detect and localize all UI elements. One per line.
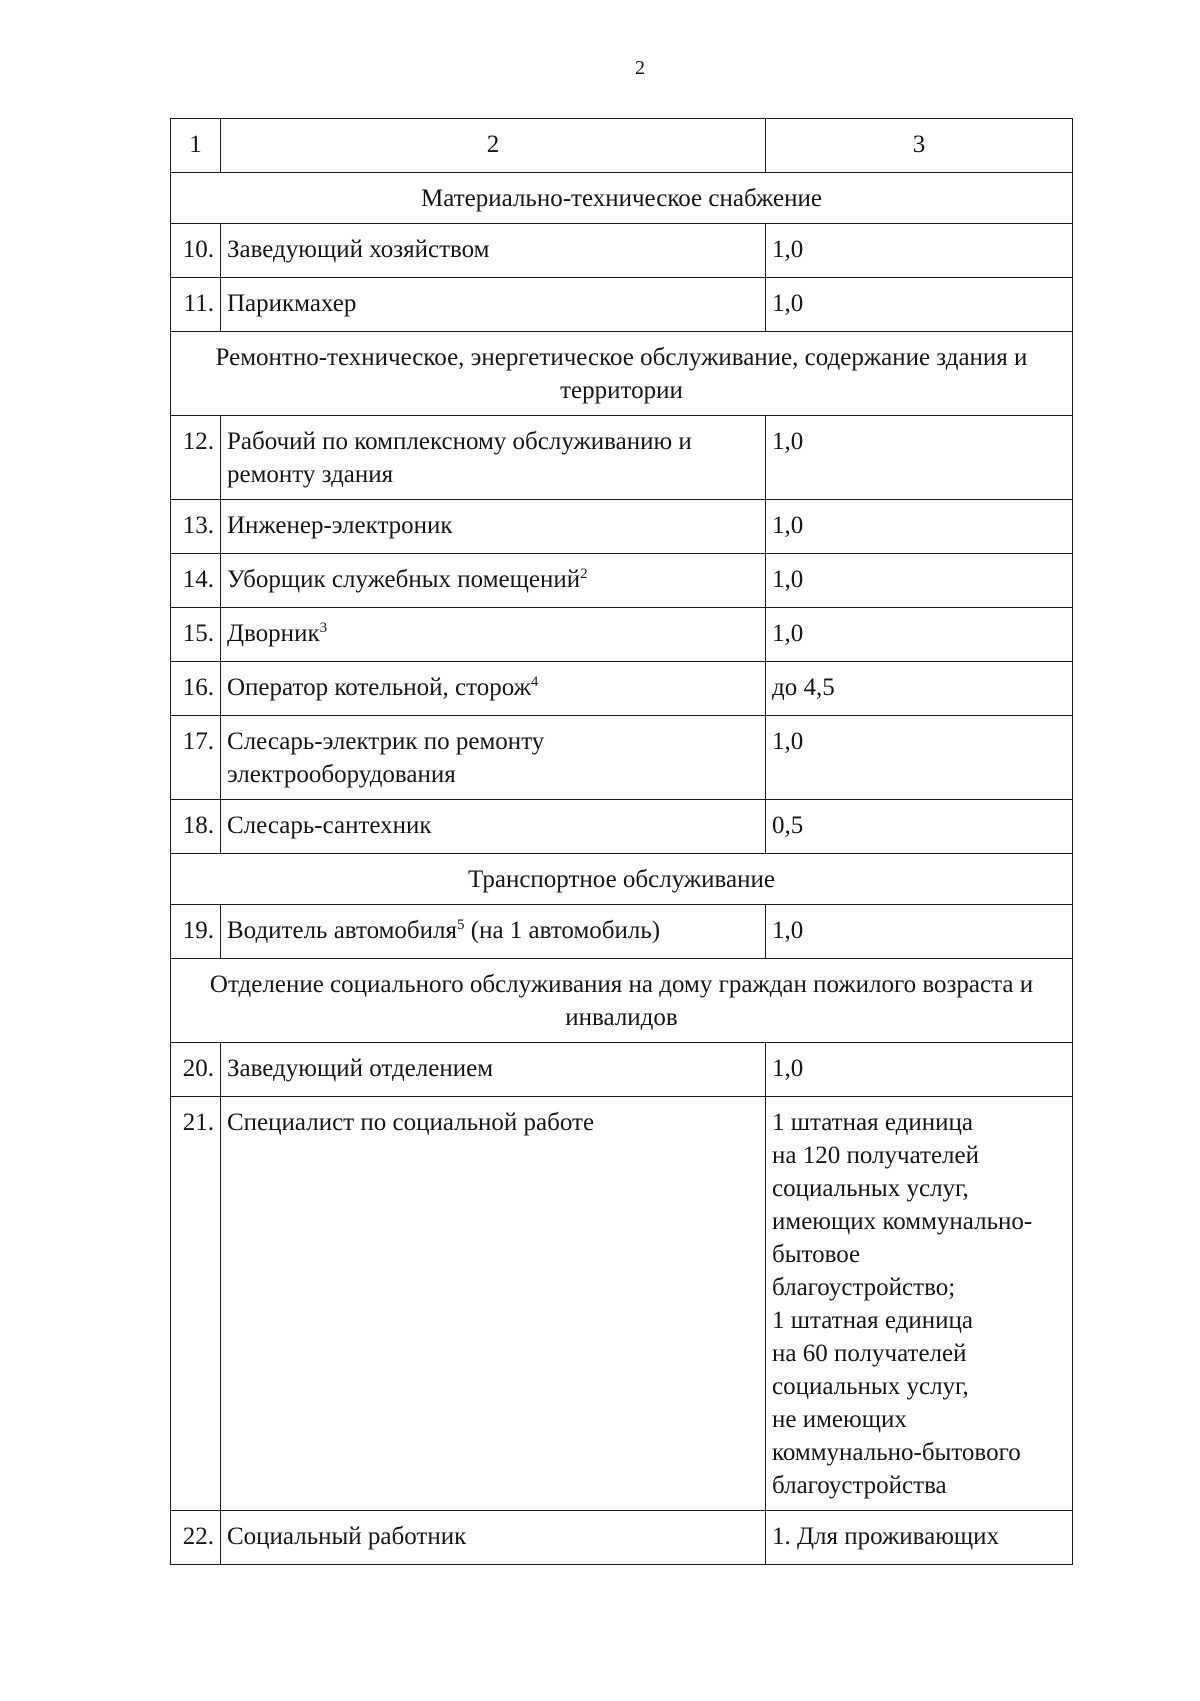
footnote-marker: 5 [457,917,465,933]
value-line: бытовое [772,1241,861,1268]
staff-units-value: 1,0 [766,278,1073,332]
table-row [171,1097,1073,1511]
section-row-transport [171,854,1073,905]
table-row [171,716,1073,800]
row-number: 11. [171,278,221,332]
section-title-repair: Ремонтно-техническое, энергетическое обслуживание, содержание здания и территории [171,332,1073,416]
row-number: 17. [171,716,221,800]
table-header-row [171,119,1073,173]
row-number: 13. [171,500,221,554]
table-row [171,500,1073,554]
staff-units-value: 0,5 [766,800,1073,854]
table-row [171,416,1073,500]
position-name-cell [221,554,766,608]
row-number: 20. [171,1043,221,1097]
footnote-marker: 4 [530,674,539,690]
position-name: Специалист по социальной работе [221,1097,766,1511]
table-row [171,662,1073,716]
page-number: 2 [635,57,645,79]
staff-units-value: 1,0 [766,905,1073,959]
footnote-marker: 3 [319,620,328,636]
staff-units-value: 1,0 [766,500,1073,554]
table-row [171,608,1073,662]
value-line: не имеющих [772,1406,907,1433]
position-name: Слесарь-электрик по ремонту электрооборудования [221,716,766,800]
section-title-transport: Транспортное обслуживание [171,854,1073,905]
row-number: 15. [171,608,221,662]
value-line: 1 штатная единица [772,1109,973,1136]
table-row [171,224,1073,278]
staff-table [170,118,1073,1565]
value-line: на 60 получателей [772,1340,967,1367]
position-name: Оператор котельной, сторож [227,674,531,701]
row-number: 10. [171,224,221,278]
table-row [171,278,1073,332]
section-title-material: Материально-техническое снабжение [171,173,1073,224]
staff-units-value: 1,0 [766,1043,1073,1097]
position-name: Уборщик служебных помещений [227,566,581,593]
table-row [171,1511,1073,1565]
position-name: Водитель автомобиля [227,917,457,944]
staff-units-value: 1,0 [766,224,1073,278]
table-row [171,554,1073,608]
staff-units-value [766,1097,1073,1511]
staff-units-value: 1,0 [766,608,1073,662]
staff-units-value: 1,0 [766,716,1073,800]
column-header-units: 3 [766,119,1073,173]
position-name: Парикмахер [221,278,766,332]
footnote-marker: 2 [580,566,588,582]
position-name-cell [221,608,766,662]
staff-units-value: 1. Для проживающих [766,1511,1073,1565]
section-row-material [171,173,1073,224]
value-line: социальных услуг, [772,1175,969,1202]
value-line: коммунально-бытового [772,1439,1021,1466]
staff-units-value: 1,0 [766,416,1073,500]
table-row [171,1043,1073,1097]
position-name-suffix: (на 1 автомобиль) [464,917,661,944]
row-number: 18. [171,800,221,854]
value-line: благоустройство; [772,1274,956,1301]
staff-units-value: до 4,5 [766,662,1073,716]
position-name-cell [221,905,766,959]
position-name: Заведующий хозяйством [221,224,766,278]
value-line: 1 штатная единица [772,1307,973,1334]
position-name: Заведующий отделением [221,1043,766,1097]
value-line: на 120 получателей [772,1142,979,1169]
section-title-home-service: Отделение социального обслуживания на дому граждан пожилого возраста и инвалидов [171,959,1073,1043]
table-row [171,905,1073,959]
position-name: Дворник [227,620,320,647]
row-number: 14. [171,554,221,608]
row-number: 21. [171,1097,221,1511]
value-line: социальных услуг, [772,1373,969,1400]
row-number: 22. [171,1511,221,1565]
staff-units-value: 1,0 [766,554,1073,608]
value-line: благоустройства [772,1472,947,1499]
row-number: 16. [171,662,221,716]
position-name-cell [221,662,766,716]
position-name: Рабочий по комплексному обслуживанию и ремонту здания [221,416,766,500]
section-row-home-service [171,959,1073,1043]
position-name: Слесарь-сантехник [221,800,766,854]
position-name: Инженер-электроник [221,500,766,554]
column-header-position: 2 [221,119,766,173]
row-number: 19. [171,905,221,959]
column-header-number: 1 [171,119,221,173]
value-line: имеющих коммунально- [772,1208,1033,1235]
section-row-repair [171,332,1073,416]
table-row [171,800,1073,854]
row-number: 12. [171,416,221,500]
position-name: Социальный работник [221,1511,766,1565]
